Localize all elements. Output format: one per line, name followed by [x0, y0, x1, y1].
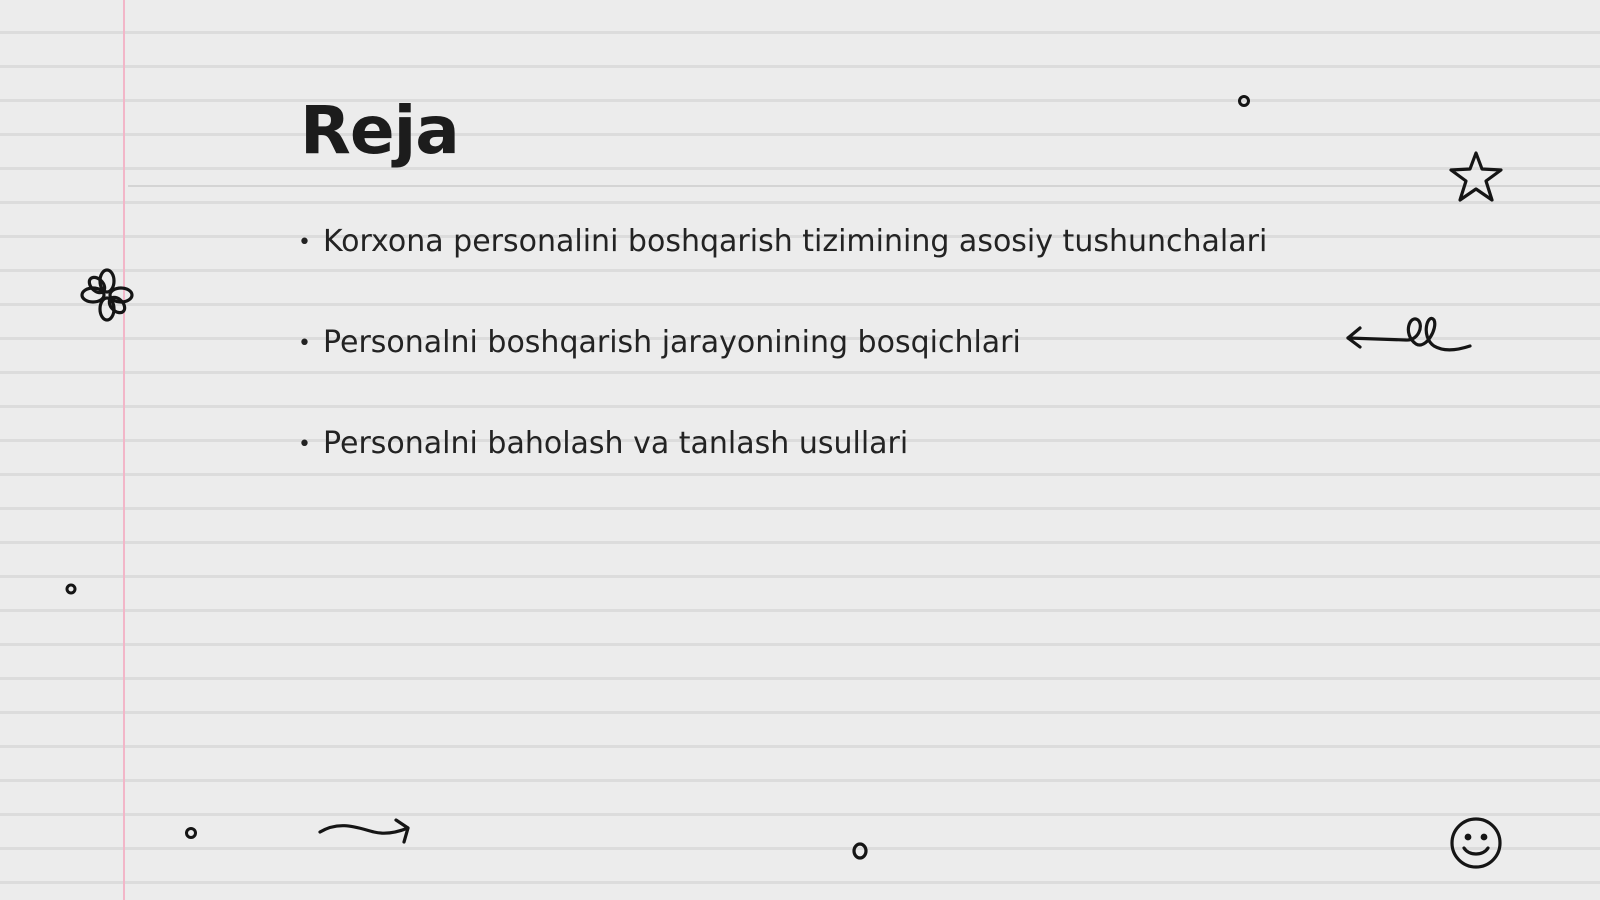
squiggle-arrow-icon — [318, 816, 414, 846]
circle-dot-icon — [184, 826, 198, 840]
notebook-margin-line — [123, 0, 125, 900]
flower-icon — [80, 268, 134, 322]
star-icon — [1447, 150, 1505, 204]
agenda-item-text: Personalni boshqarish jarayonining bosqichlari — [322, 325, 1021, 360]
circle-dot-icon — [64, 582, 78, 596]
bullet-icon: • — [298, 229, 311, 255]
bullet-icon: • — [298, 330, 311, 356]
title-underline-rule — [128, 185, 1600, 187]
agenda-item — [298, 323, 1267, 363]
agenda-item — [298, 222, 1267, 262]
smiley-icon — [1449, 816, 1503, 870]
agenda-item-text: Personalni baholash va tanlash usullari — [322, 426, 909, 461]
agenda-item — [298, 424, 1267, 464]
circle-dot-icon — [1237, 94, 1251, 108]
slide-title: Reja — [300, 92, 459, 169]
circle-dot-icon — [851, 841, 869, 861]
agenda-list — [298, 222, 1267, 525]
bullet-icon: • — [298, 431, 311, 457]
loop-arrow-icon — [1346, 316, 1476, 360]
agenda-item-text: Korxona personalini boshqarish tizimining asosiy tushunchalari — [322, 224, 1268, 259]
